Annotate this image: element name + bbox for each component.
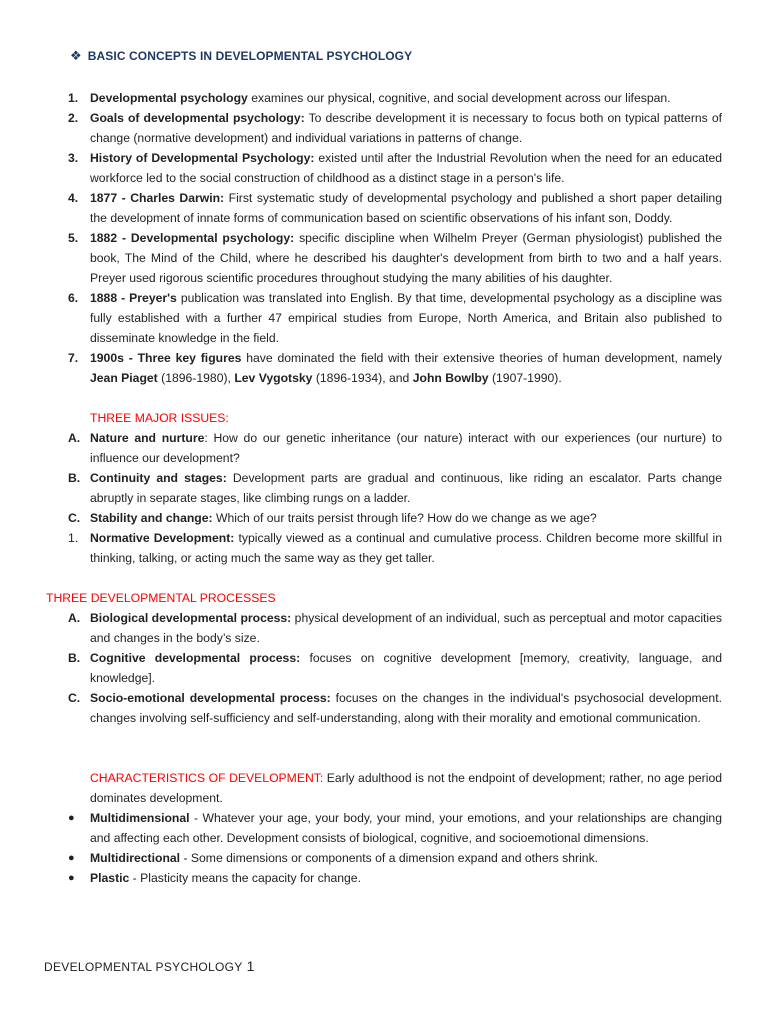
processes-title: THREE DEVELOPMENTAL PROCESSES — [46, 591, 276, 605]
characteristics-text: CHARACTERISTICS OF DEVELOPMENT: Early adulthood is not the endpoint of development; rather, no age period dominates development. — [90, 771, 722, 805]
list-item: A. Biological developmental process: physical development of an individual, such as perceptual and motor capacities and changes in the body’s size. — [68, 611, 722, 645]
characteristics-bullets — [68, 808, 722, 888]
footer-label: DEVELOPMENTAL PSYCHOLOGY — [44, 960, 243, 974]
page-number: 1 — [246, 958, 255, 974]
issues-title: THREE MAJOR ISSUES: — [90, 411, 229, 425]
page-footer — [44, 958, 255, 974]
list-item: 2. Goals of developmental psychology: To describe development it is necessary to focus both on typical patterns of change (normative development) and individual variations in patterns of change. — [68, 111, 722, 145]
processes-list — [68, 608, 723, 728]
bullet-icon: ● — [68, 872, 75, 884]
list-item: ● Multidirectional - Some dimensions or components of a dimension expand and others shrink. — [90, 848, 722, 868]
list-item: 1. Normative Development: typically viewed as a continual and cumulative process. Children become more skillful in thinking, talking, or acting much the same way as they get taller. — [68, 531, 722, 565]
list-item: C. Socio-emotional developmental process: focuses on the changes in the individual's psychosocial development. changes involving self-sufficiency and self-understanding, along with their morality and emotional communication. — [68, 691, 722, 725]
bullet-icon: ● — [68, 812, 75, 824]
list-item: B. Continuity and stages: Development parts are gradual and continuous, like riding an escalator. Parts change abruptly in separate stages, like climbing rungs on a ladder. — [68, 471, 722, 505]
list-item: 5. 1882 - Developmental psychology: specific discipline when Wilhelm Preyer (German physiologist) published the book, The Mind of the Child, where he described his daughter's development from birth to two and a half years. Preyer used rigorous scientific procedures throughout studying the many abilities of his daughter. — [68, 231, 722, 285]
list-item: ● Plastic - Plasticity means the capacity for change. — [90, 868, 722, 888]
list-item: 3. History of Developmental Psychology: existed until after the Industrial Revolution when the need for an educated workforce led to the social construction of childhood as a distinct stage in a person's life. — [68, 151, 723, 185]
list-item: 7. 1900s - Three key figures have dominated the field with their extensive theories of human development, namely Jean Piaget (1896-1980), Lev Vygotsky (1896-1934), and John Bowlby (1907-1990). — [68, 351, 722, 385]
heading-text: BASIC CONCEPTS IN DEVELOPMENTAL PSYCHOLOGY — [87, 49, 413, 63]
bullet-icon: ● — [68, 852, 75, 864]
major-issues-list — [68, 428, 722, 568]
list-item: 4. 1877 - Charles Darwin: First systematic study of developmental psychology and published a short paper detailing the development of innate forms of communication based on scientific observations of his infant son, Doddy. — [68, 191, 722, 225]
list-item: 1. Developmental psychology examines our physical, cognitive, and social development across our lifespan. — [68, 91, 671, 105]
list-item: ● Multidimensional - Whatever your age, your body, your mind, your emotions, and your relationships are changing and affecting each other. Development consists of biological, cognitive, and socioemotional dimensions. — [90, 808, 722, 848]
section-heading — [70, 48, 412, 64]
characteristics-label: CHARACTERISTICS OF DEVELOPMENT: — [90, 771, 324, 785]
diamond-bullet-icon: ❖ — [70, 48, 82, 63]
characteristics-paragraph — [90, 768, 722, 808]
basic-concepts-list — [68, 88, 723, 388]
list-item: C. Stability and change: Which of our traits persist through life? How do we change as we age? — [68, 511, 597, 525]
list-item: B. Cognitive developmental process: focuses on cognitive development [memory, creativity, language, and knowledge]. — [68, 651, 723, 685]
list-item: 6. 1888 - Preyer's publication was translated into English. By that time, developmental psychology as a discipline was fully established with a further 47 empirical studies from Europe, North America, and Britain also published to disseminate knowledge in the field. — [68, 291, 722, 345]
list-item: A. Nature and nurture: How do our genetic inheritance (our nature) interact with our experiences (our nurture) to influence our development? — [68, 431, 722, 465]
